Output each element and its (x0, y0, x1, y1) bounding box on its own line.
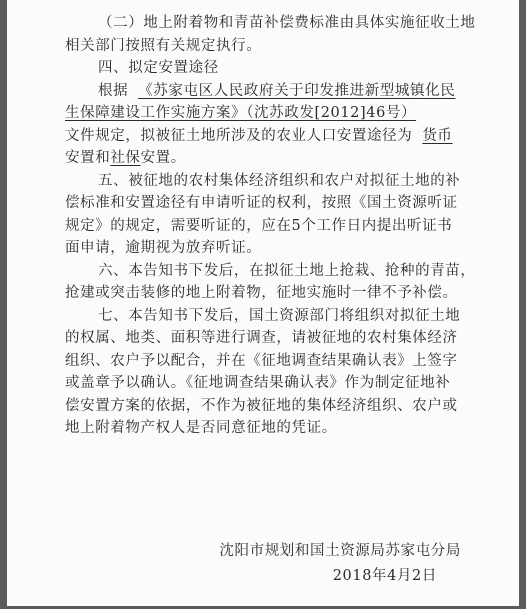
paragraph-five-line-2: 偿标准和安置途径有申请听证的权利，按照《国土资源听证 (65, 195, 458, 211)
section-heading-four: 四、拟定安置途径 (98, 60, 219, 76)
signature-organization: 沈阳市规划和国土资源局苏家屯分局 (219, 543, 461, 559)
basis-lead-text: 根据 (98, 82, 129, 99)
document-page (7, 0, 519, 606)
paragraph-seven-line-2: 的权属、地类、面积等进行调查，请被征地的农村集体经济 (65, 330, 458, 346)
paragraph-seven-line-4: 或盖章予以确认。《征地调查结果确认表》作为制定征地补 (65, 375, 451, 391)
paragraph-seven-line-6: 地上附着物产权人是否同意征地的凭证。 (65, 420, 337, 436)
basis-text-b: 安置。 (140, 150, 186, 166)
paragraph-basis-line-1 (65, 80, 461, 103)
paragraph-two-line-1: （二）地上附着物和青苗补偿费标准由具体实施征收土地 (98, 15, 476, 31)
paragraph-six-line-2: 抢建或突击装修的地上附着物，征地实施时一律不予补偿。 (65, 285, 458, 301)
basis-document-title-part-2: 生保障建设工作实施方案》（沈苏政发[2012]46号） (65, 105, 417, 121)
paragraph-basis-line-4 (65, 147, 461, 170)
option-money: 货币 (422, 127, 453, 144)
basis-text-a: 安置和 (65, 150, 111, 166)
paragraph-seven-line-5: 偿安置方案的依据，不作为被征地的集体经济组织、农户或 (65, 397, 458, 414)
option-social-security: 社保 (110, 150, 141, 166)
paragraph-six-line-1: 六、本告知书下发后，在拟征土地上抢栽、抢种的青苗， (98, 262, 476, 279)
paragraph-two-line-2: 相关部门按照有关规定执行。 (65, 37, 262, 54)
basis-document-title-part-1: 《苏家屯区人民政府关于印发推进新型城镇化民 (138, 82, 456, 99)
paragraph-basis-line-2 (65, 102, 461, 125)
paragraph-five-line-1: 五、被征地的农村集体经济组织和农户对拟征土地的补 (98, 172, 461, 189)
paragraph-basis-line-3 (65, 125, 461, 148)
paragraph-seven-line-1: 七、本告知书下发后，国土资源部门将组织对拟征土地 (98, 307, 461, 324)
paragraph-five-line-4: 面申请，逾期视为放弃听证。 (65, 240, 262, 256)
signature-date: 2018年4月2日 (332, 568, 437, 584)
basis-text: 文件规定，拟被征土地所涉及的农业人口安置途径为 (65, 127, 413, 144)
paragraph-seven-line-3: 组织、农户予以配合，并在《征地调查结果确认表》上签字 (65, 352, 458, 369)
paragraph-five-line-3: 规定》的规定，需要听证的，应在5个工作日内提出听证书 (65, 217, 453, 234)
